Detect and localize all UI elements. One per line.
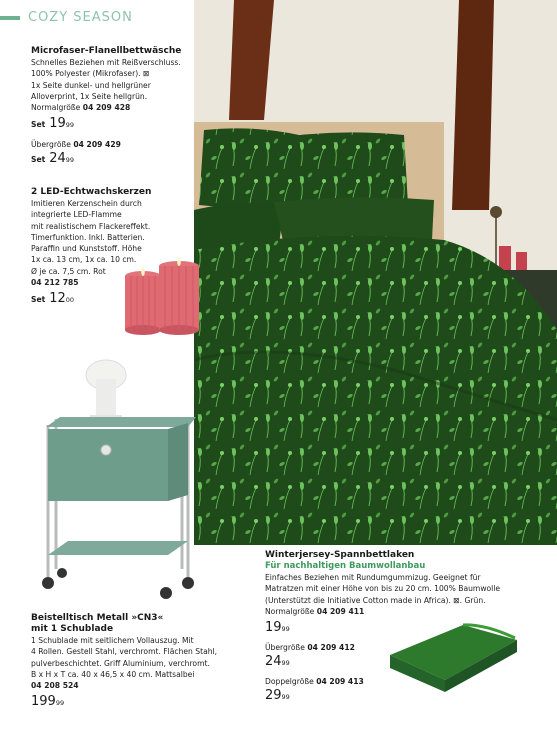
- price: Set 12 00: [31, 291, 75, 307]
- desc-line: Paraffin und Kunststoff. Höhe: [31, 244, 142, 254]
- desc-line: mit realistischem Flackereffekt.: [31, 221, 151, 231]
- variant-line: Übergröße 04 209 429: [31, 140, 121, 150]
- product-nightstand: [31, 613, 251, 709]
- article-number: 04 208 524: [31, 681, 79, 691]
- variant-price: Set 24 99: [31, 151, 75, 167]
- desc-line: 4 Rollen. Gestell Stahl, verchromt. Flächen Stahl,: [31, 647, 218, 657]
- article-line: Normalgröße 04 209 428: [31, 103, 131, 113]
- product-title: Microfaser-Flanellbettwäsche: [31, 46, 182, 56]
- section-header: [0, 10, 133, 25]
- article-number: 04 212 785: [31, 278, 79, 288]
- desc-line: Imitieren Kerzenschein durch: [31, 199, 142, 208]
- product-title: 2 LED-Echtwachskerzen: [31, 187, 152, 197]
- candles-image: [122, 258, 204, 341]
- variant-line: Übergröße 04 209 412: [265, 643, 355, 653]
- variant-price: 29 99: [265, 688, 290, 704]
- desc-line: Matratzen mit einer Höhe von bis zu 20 cm. 100% Baumwolle: [265, 584, 501, 594]
- bedroom-photo: [194, 0, 557, 545]
- price: 199 99: [31, 694, 65, 710]
- article-number: 04 209 411: [316, 606, 365, 616]
- desc-line: Einfaches Beziehen mit Rundumgummizug. Geeignet für: [265, 573, 481, 582]
- article-line: Normalgröße 04 209 411: [265, 606, 365, 616]
- desc-line: 1x ca. 13 cm, 1x ca. 10 cm.: [31, 255, 137, 265]
- desc-line: Alloverprint, 1x Seite hellgrün.: [31, 91, 148, 101]
- desc-line: 1 Schublade mit seitlichem Vollauszug. Mit: [31, 636, 194, 645]
- fitted-sheet-image: [385, 620, 520, 700]
- variant-line: Doppelgröße 04 209 413: [265, 677, 364, 687]
- price: Set 19 99: [31, 116, 75, 132]
- product-bedding: [31, 46, 196, 166]
- desc-line: Timerfunktion. Inkl. Batterien.: [31, 232, 145, 242]
- nightstand-image: [38, 355, 198, 610]
- product-title-line2: mit 1 Schublade: [31, 624, 114, 634]
- desc-line: Schnelles Beziehen mit Reißverschluss.: [31, 58, 181, 67]
- header-accent-bar: [0, 16, 20, 20]
- desc-line: 1x Seite dunkel- und hellgrüner: [31, 80, 151, 90]
- variant-price: 24 99: [265, 654, 290, 670]
- desc-line: 100% Polyester (Mikrofaser). ⊠: [31, 69, 150, 79]
- desc-line: Ø je ca. 7,5 cm. Rot: [31, 266, 106, 276]
- desc-line: (Unterstützt die Initiative Cotton made in Africa). ⊠. Grün.: [265, 595, 486, 605]
- desc-line: pulverbeschichtet. Griff Aluminium, verchromt.: [31, 658, 210, 668]
- product-title: Beistelltisch Metall »CN3«: [31, 613, 164, 623]
- product-description: [31, 57, 196, 113]
- product-subtitle: Für nachhaltigen Baumwollanbau: [265, 561, 426, 571]
- product-title: Winterjersey-Spannbettlaken: [265, 550, 415, 560]
- wash-icon: ⊠: [143, 69, 150, 79]
- article-number: 04 209 428: [82, 103, 131, 113]
- desc-line: B x H x T ca. 40 x 46,5 x 40 cm. Mattsalbei: [31, 669, 195, 679]
- desc-line: integrierte LED-Flamme: [31, 210, 122, 220]
- section-title: COZY SEASON: [28, 10, 133, 25]
- product-description: [31, 635, 251, 691]
- product-description: [265, 572, 550, 617]
- price: 19 99: [265, 620, 290, 636]
